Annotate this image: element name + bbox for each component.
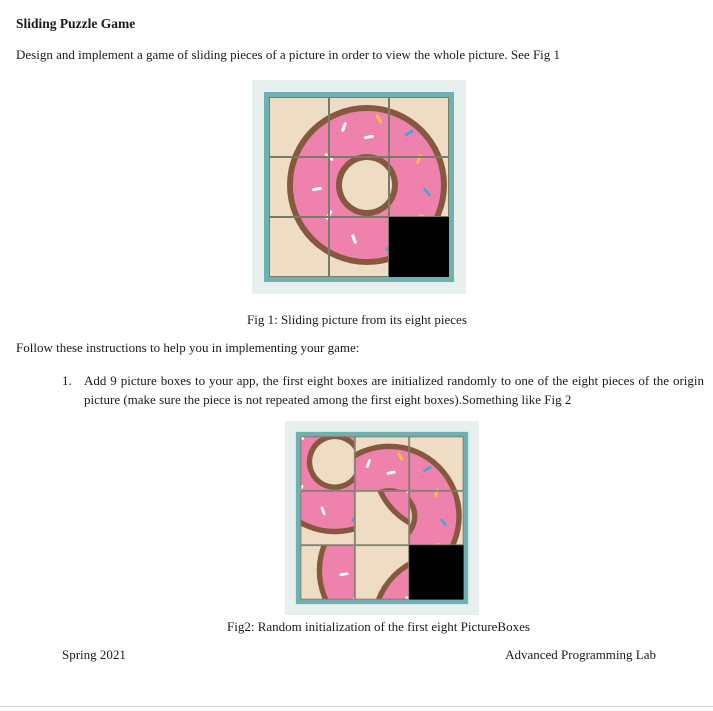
- page-title: Sliding Puzzle Game: [16, 16, 136, 31]
- figure-1-puzzle: [252, 80, 466, 294]
- figure-1-caption: Fig 1: Sliding picture from its eight pieces: [247, 312, 467, 327]
- list-item-number: 1.: [62, 373, 72, 388]
- footer-left: Spring 2021: [62, 647, 126, 662]
- figure-2-caption: Fig2: Random initialization of the first eight PictureBoxes: [227, 619, 530, 634]
- page-bottom-rule: [0, 706, 713, 707]
- footer-right: Advanced Programming Lab: [505, 647, 656, 662]
- intro-paragraph: Design and implement a game of sliding pieces of a picture in order to view the whole picture. See Fig 1: [16, 47, 561, 62]
- list-item-text: Add 9 picture boxes to your app, the first eight boxes are initialized randomly to one of the eight pieces of the origin picture (make sure the piece is not repeated among the first eight boxes).Something like Fig 2: [84, 373, 704, 407]
- figure-2-image: [285, 421, 479, 615]
- figure-1-image: [252, 80, 466, 294]
- figure-2-puzzle: [285, 421, 479, 615]
- instructions-lead: Follow these instructions to help you in implementing your game:: [16, 340, 360, 355]
